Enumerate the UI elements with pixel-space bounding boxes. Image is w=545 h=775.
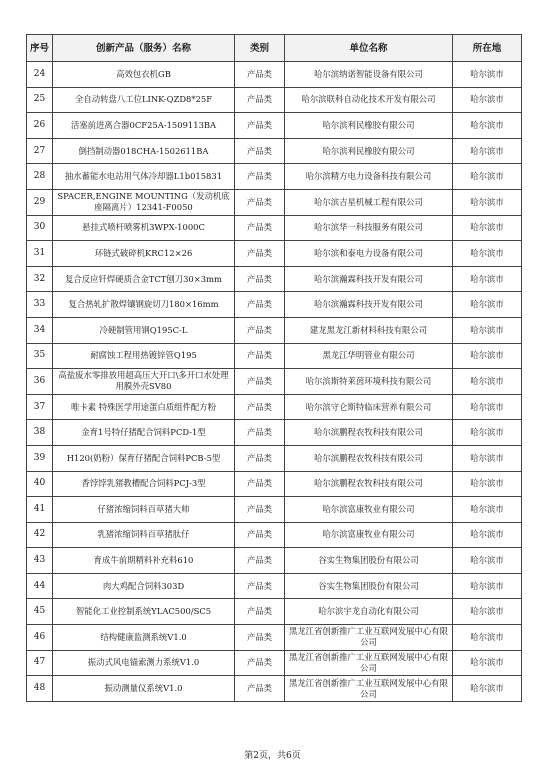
cell-unit: 黑龙江省创新推广工业互联网发展中心有限公司 (285, 625, 453, 651)
cell-product: 冷硬制管用钢Q195C-L (53, 317, 235, 343)
document-page (26, 34, 521, 702)
cell-unit: 哈尔滨精方电力设备科技有限公司 (285, 164, 453, 190)
cell-seq: 41 (27, 497, 53, 523)
table-row (27, 138, 522, 164)
cell-unit: 哈尔滨纳诺智能设备有限公司 (285, 62, 453, 88)
cell-location: 哈尔滨市 (453, 676, 522, 702)
cell-location: 哈尔滨市 (453, 164, 522, 190)
cell-seq: 29 (27, 189, 53, 215)
cell-product: 金育1号特仔猪配合饲料PCD-1型 (53, 420, 235, 446)
cell-unit: 哈尔滨富康牧业有限公司 (285, 522, 453, 548)
cell-seq: 39 (27, 445, 53, 471)
cell-location: 哈尔滨市 (453, 113, 522, 139)
cell-unit: 哈尔滨鹏程农牧科技有限公司 (285, 445, 453, 471)
cell-seq: 43 (27, 548, 53, 574)
cell-unit: 哈尔滨斯特莱茵环境科技有限公司 (285, 369, 453, 395)
cell-product: 唯卡素 特殊医学用途蛋白质组件配方粉 (53, 394, 235, 420)
header-product: 创新产品（服务）名称 (53, 35, 235, 62)
cell-unit: 哈尔滨吉星机械工程有限公司 (285, 189, 453, 215)
cell-seq: 24 (27, 62, 53, 88)
cell-product: 抽水蓄能水电站用气体冷却器L1b015831 (53, 164, 235, 190)
cell-seq: 45 (27, 599, 53, 625)
cell-location: 哈尔滨市 (453, 522, 522, 548)
cell-seq: 26 (27, 113, 53, 139)
cell-unit: 哈尔滨瀚霖科技开发有限公司 (285, 266, 453, 292)
cell-seq: 48 (27, 676, 53, 702)
cell-category: 产品类 (235, 548, 285, 574)
cell-location: 哈尔滨市 (453, 497, 522, 523)
cell-seq: 42 (27, 522, 53, 548)
cell-product: H120(奶粉）保育仔猪配合饲料PCB-5型 (53, 445, 235, 471)
cell-location: 哈尔滨市 (453, 87, 522, 113)
table-row (27, 62, 522, 88)
cell-unit: 哈尔滨鹏程农牧科技有限公司 (285, 420, 453, 446)
table-row (27, 599, 522, 625)
cell-product: 复合热轧扩散焊镶钢旋切刀180×16mm (53, 292, 235, 318)
cell-unit: 黑龙江省创新推广工业互联网发展中心有限公司 (285, 650, 453, 676)
cell-category: 产品类 (235, 189, 285, 215)
cell-unit: 哈尔滨守仑斯特临床营养有限公司 (285, 394, 453, 420)
header-seq: 序号 (27, 35, 53, 62)
cell-location: 哈尔滨市 (453, 445, 522, 471)
cell-category: 产品类 (235, 497, 285, 523)
cell-seq: 31 (27, 241, 53, 267)
cell-location: 哈尔滨市 (453, 343, 522, 369)
cell-unit: 哈尔滨联科自动化技术开发有限公司 (285, 87, 453, 113)
cell-category: 产品类 (235, 676, 285, 702)
cell-category: 产品类 (235, 292, 285, 318)
cell-category: 产品类 (235, 394, 285, 420)
cell-location: 哈尔滨市 (453, 420, 522, 446)
cell-product: 复合反应钎焊硬质合金TCT刨刀30×3mm (53, 266, 235, 292)
cell-unit: 黑龙江省创新推广工业互联网发展中心有限公司 (285, 676, 453, 702)
cell-location: 哈尔滨市 (453, 650, 522, 676)
cell-product: 环链式破碎机KRC12×26 (53, 241, 235, 267)
cell-seq: 33 (27, 292, 53, 318)
cell-location: 哈尔滨市 (453, 138, 522, 164)
cell-product: 乳猪浓缩饲料百草猪肽仔 (53, 522, 235, 548)
cell-category: 产品类 (235, 343, 285, 369)
table-row (27, 522, 522, 548)
cell-unit: 哈尔滨瀚霖科技开发有限公司 (285, 292, 453, 318)
cell-product: 智能化工业控制系统YLAC500/SC5 (53, 599, 235, 625)
cell-unit: 黑龙江华明管业有限公司 (285, 343, 453, 369)
cell-category: 产品类 (235, 266, 285, 292)
table-row (27, 420, 522, 446)
cell-unit: 哈尔滨鹏程农牧科技有限公司 (285, 471, 453, 497)
cell-unit: 建龙黑龙江新材料科技有限公司 (285, 317, 453, 343)
cell-unit: 谷实生物集团股份有限公司 (285, 573, 453, 599)
cell-category: 产品类 (235, 317, 285, 343)
table-row (27, 241, 522, 267)
cell-product: 高盐废水零排放用超高压大开口\多开口水处理用膜外壳SV80 (53, 369, 235, 395)
header-location: 所在地 (453, 35, 522, 62)
cell-product: 振动测量仪系统V1.0 (53, 676, 235, 702)
cell-product: 结构健康监测系统V1.0 (53, 625, 235, 651)
table-row (27, 497, 522, 523)
table-row (27, 317, 522, 343)
table-row (27, 573, 522, 599)
table-row (27, 394, 522, 420)
cell-seq: 47 (27, 650, 53, 676)
table-row (27, 650, 522, 676)
cell-category: 产品类 (235, 241, 285, 267)
cell-category: 产品类 (235, 420, 285, 446)
table-row (27, 266, 522, 292)
cell-unit: 哈尔滨利民橡胶有限公司 (285, 138, 453, 164)
cell-category: 产品类 (235, 522, 285, 548)
cell-location: 哈尔滨市 (453, 625, 522, 651)
cell-seq: 40 (27, 471, 53, 497)
table-row (27, 445, 522, 471)
cell-product: 倒挡制动器018CHA-1502611BA (53, 138, 235, 164)
cell-seq: 37 (27, 394, 53, 420)
cell-category: 产品类 (235, 62, 285, 88)
cell-category: 产品类 (235, 164, 285, 190)
table-header-row (27, 35, 522, 62)
cell-location: 哈尔滨市 (453, 189, 522, 215)
cell-seq: 36 (27, 369, 53, 395)
page-number: 第2页，共6页 (244, 751, 301, 761)
header-unit: 单位名称 (285, 35, 453, 62)
cell-seq: 34 (27, 317, 53, 343)
cell-seq: 46 (27, 625, 53, 651)
cell-seq: 30 (27, 215, 53, 241)
cell-location: 哈尔滨市 (453, 292, 522, 318)
cell-location: 哈尔滨市 (453, 599, 522, 625)
cell-seq: 25 (27, 87, 53, 113)
cell-unit: 哈尔滨利民橡胶有限公司 (285, 113, 453, 139)
cell-seq: 27 (27, 138, 53, 164)
cell-product: 仔猪浓缩饲料百草猪大帅 (53, 497, 235, 523)
cell-category: 产品类 (235, 445, 285, 471)
cell-seq: 32 (27, 266, 53, 292)
cell-seq: 44 (27, 573, 53, 599)
cell-location: 哈尔滨市 (453, 241, 522, 267)
cell-unit: 谷实生物集团股份有限公司 (285, 548, 453, 574)
cell-category: 产品类 (235, 650, 285, 676)
cell-category: 产品类 (235, 215, 285, 241)
cell-location: 哈尔滨市 (453, 573, 522, 599)
table-row (27, 343, 522, 369)
table-row (27, 471, 522, 497)
table-row (27, 113, 522, 139)
table-body (27, 62, 522, 702)
cell-category: 产品类 (235, 471, 285, 497)
cell-location: 哈尔滨市 (453, 471, 522, 497)
cell-location: 哈尔滨市 (453, 215, 522, 241)
table-row (27, 189, 522, 215)
cell-location: 哈尔滨市 (453, 317, 522, 343)
cell-category: 产品类 (235, 138, 285, 164)
table-row (27, 369, 522, 395)
table-row (27, 87, 522, 113)
cell-location: 哈尔滨市 (453, 394, 522, 420)
cell-category: 产品类 (235, 573, 285, 599)
cell-seq: 38 (27, 420, 53, 446)
cell-seq: 35 (27, 343, 53, 369)
cell-unit: 哈尔滨和泰电力设备有限公司 (285, 241, 453, 267)
table-row (27, 676, 522, 702)
table-row (27, 548, 522, 574)
table-row (27, 215, 522, 241)
cell-product: 育成牛前期精料补充料610 (53, 548, 235, 574)
cell-unit: 哈尔滨宇龙自动化有限公司 (285, 599, 453, 625)
table-row (27, 292, 522, 318)
cell-category: 产品类 (235, 87, 285, 113)
cell-category: 产品类 (235, 599, 285, 625)
header-category: 类别 (235, 35, 285, 62)
cell-location: 哈尔滨市 (453, 266, 522, 292)
cell-product: 活塞前进离合器0CF25A-1509113BA (53, 113, 235, 139)
cell-product: 全自动转盘八工位LINK-QZD8*25F (53, 87, 235, 113)
cell-category: 产品类 (235, 625, 285, 651)
cell-product: 高效包衣机GB (53, 62, 235, 88)
cell-product: 悬挂式喷杆喷雾机3WPX-1000C (53, 215, 235, 241)
cell-product: 耐腐蚀工程用热镀锌管Q195 (53, 343, 235, 369)
cell-unit: 哈尔滨华一科技服务有限公司 (285, 215, 453, 241)
cell-product: 振动式风电锚索测力系统V1.0 (53, 650, 235, 676)
innovation-products-table (26, 34, 522, 702)
cell-location: 哈尔滨市 (453, 369, 522, 395)
cell-product: SPACER,ENGINE MOUNTING（发动机底座隔离片）12341-F0050 (53, 189, 235, 215)
cell-category: 产品类 (235, 113, 285, 139)
cell-location: 哈尔滨市 (453, 62, 522, 88)
cell-location: 哈尔滨市 (453, 548, 522, 574)
cell-unit: 哈尔滨富康牧业有限公司 (285, 497, 453, 523)
cell-product: 香饽饽乳猪教槽配合饲料PCJ-3型 (53, 471, 235, 497)
cell-seq: 28 (27, 164, 53, 190)
cell-product: 肉大鸡配合饲料303D (53, 573, 235, 599)
table-row (27, 625, 522, 651)
cell-category: 产品类 (235, 369, 285, 395)
table-row (27, 164, 522, 190)
